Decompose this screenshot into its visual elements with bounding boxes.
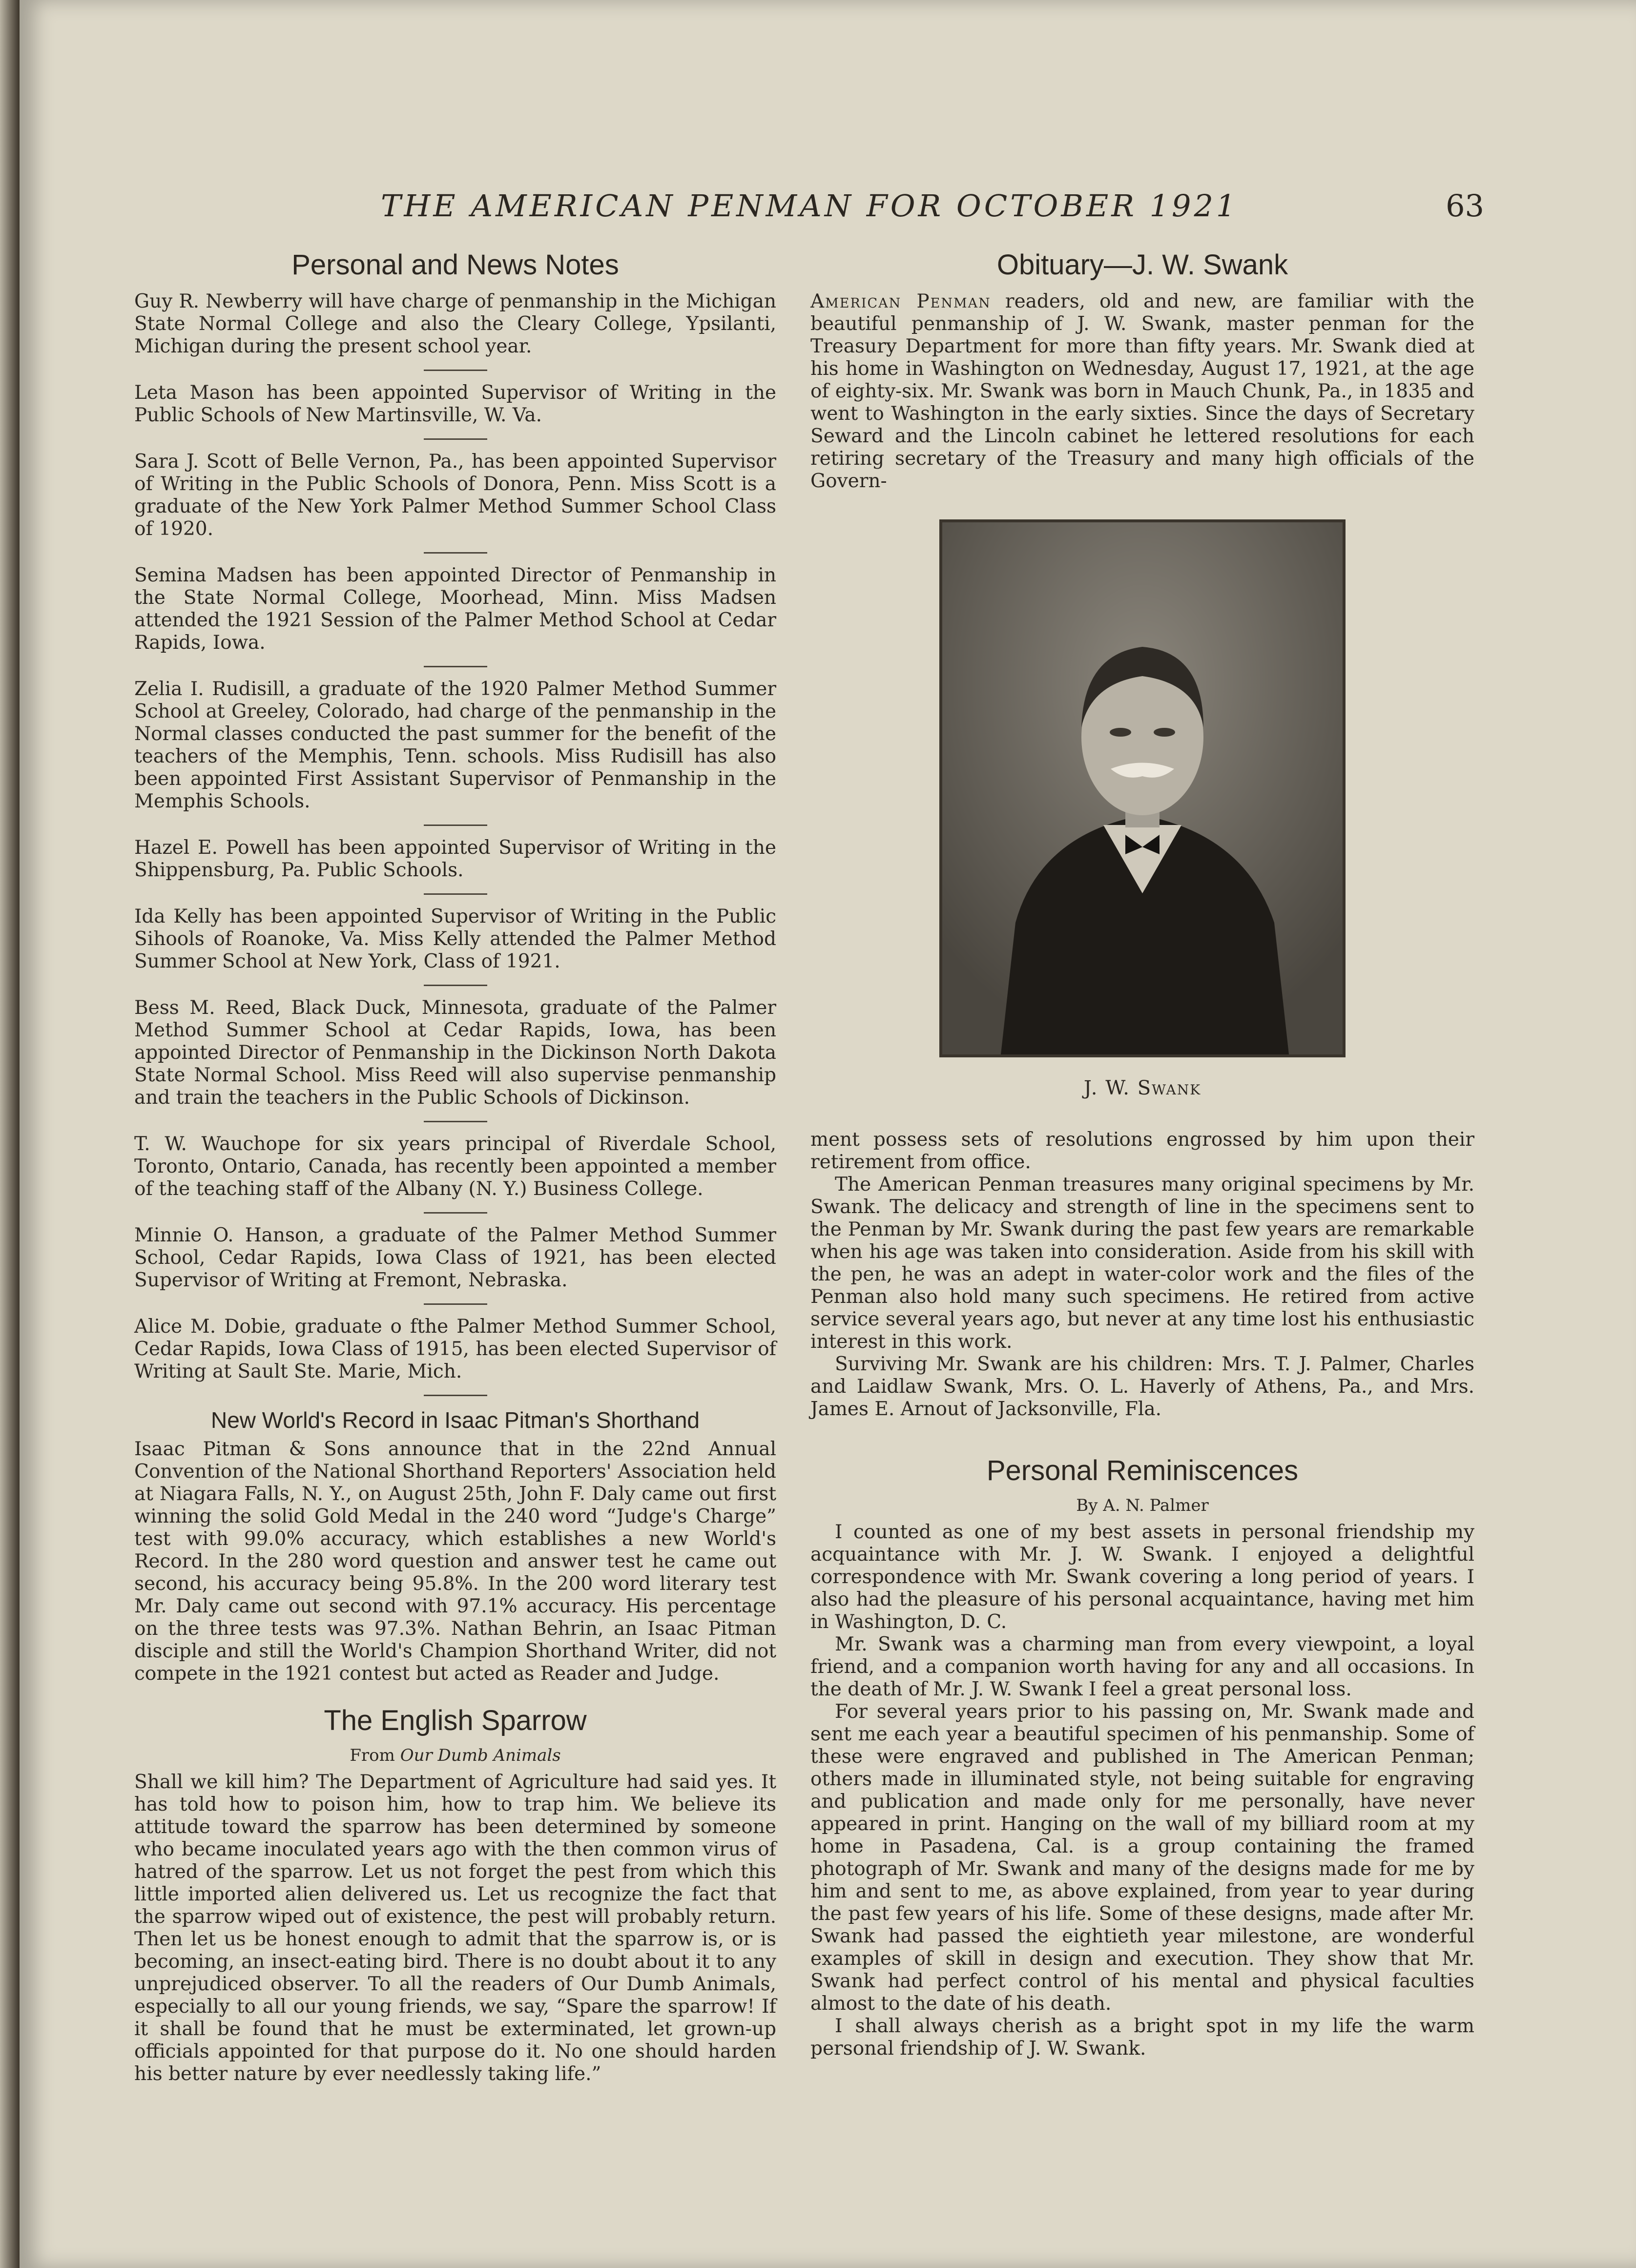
obituary-paragraph: Surviving Mr. Swank are his children: Mrs. T. J. Palmer, Charles and Laidlaw Swank, Mrs. O. L. Haverly of Athens, Pa., and Mrs. James E. Arnout of Jacksonville, Fla. — [810, 1353, 1474, 1420]
obituary-paragraph: ment possess sets of resolutions engrossed by him upon their retirement from office. — [810, 1128, 1474, 1173]
page-header — [176, 188, 1484, 227]
byline-source: Our Dumb Animals — [400, 1746, 561, 1766]
divider — [424, 893, 487, 895]
divider — [424, 1303, 487, 1305]
obituary-paragraph: The American Penman treasures many original specimens by Mr. Swank. The delicacy and strength of line in the specimens sent to the Penman by Mr. Swank during the past few years are remarkable when his age was taken into consideration. Aside from his skill with the pen, he was an adept in water-color work and the files of the Penman also hold many such specimens. He retired from active service several years ago, but never at any time lost his enthusiastic interest in this work. — [810, 1173, 1474, 1353]
section-title-english-sparrow: The English Sparrow — [324, 1704, 587, 1736]
news-note: Semina Madsen has been appointed Director of Penmanship in the State Normal College, Moorhead, Minn. Miss Madsen attended the 1921 Session of the Palmer Method School at Cedar Rapids, Iowa. — [134, 564, 776, 654]
caption-text: J. W. Swank — [1083, 1076, 1201, 1099]
sparrow-article-body: Shall we kill him? The Department of Agriculture had said yes. It has told how to poison him, how to trap him. We believe its attitude toward the sparrow has been determined by someone who became inoculated years ago with the then common virus of hatred of the sparrow. Let us not forget the pest from which this little imported alien delivered us. Let us recognize the fact that the sparrow wiped out of existence, the pest will probably return. Then let us be honest enough to admit that the sparrow is, or is becoming, an insect-eating bird. There is no doubt about it to any unprejudiced observer. To all the readers of Our Dumb Animals, especially to all our young friends, we say, “Spare the sparrow! If it shall be found that he must be exterminated, let grown-up officials appointed for that purpose do it. No one should harden his better nature by ever needlessly taking life.” — [134, 1771, 776, 2085]
news-note: Sara J. Scott of Belle Vernon, Pa., has been appointed Supervisor of Writing in the Public Schools of Donora, Penn. Miss Scott is a graduate of the New York Palmer Method Summer School Class of 1920. — [134, 450, 776, 540]
byline-prefix: From — [350, 1746, 395, 1766]
divider — [424, 438, 487, 440]
news-note: Leta Mason has been appointed Supervisor of Writing in the Public Schools of New Martinsville, W. Va. — [134, 381, 776, 426]
news-note: Minnie O. Hanson, a graduate of the Palmer Method Summer School, Cedar Rapids, Iowa Class of 1921, has been elected Supervisor of Writing at Fremont, Nebraska. — [134, 1224, 776, 1291]
divider — [424, 1121, 487, 1122]
news-note: Ida Kelly has been appointed Supervisor of Writing in the Public Sihools of Roanoke, Va. Miss Kelly attended the Palmer Method Summer School at New York, Class of 1921. — [134, 905, 776, 972]
page-number: 63 — [1446, 188, 1484, 224]
obituary-paragraph — [810, 290, 1474, 493]
news-note: Alice M. Dobie, graduate o fthe Palmer Method Summer School, Cedar Rapids, Iowa Class of 1915, has been elected Supervisor of Writing at Sault Ste. Marie, Mich. — [134, 1315, 776, 1382]
news-note: Hazel E. Powell has been appointed Supervisor of Writing in the Shippensburg, Pa. Public Schools. — [134, 836, 776, 881]
portrait-photo — [939, 519, 1346, 1057]
reminiscence-paragraph: Mr. Swank was a charming man from every viewpoint, a loyal friend, and a companion worth having for any and all occasions. In the death of Mr. J. W. Swank I feel a great personal loss. — [810, 1633, 1474, 1701]
sparrow-byline — [134, 1746, 776, 1765]
news-note: Zelia I. Rudisill, a graduate of the 1920 Palmer Method Summer School at Greeley, Colorado, had charge of the penmanship in the Normal classes conducted the past summer for the benefit of the teachers of the Memphis, Tenn. schools. Miss Rudisill has also been appointed First Assistant Supervisor of Penmanship in the Memphis Schools. — [134, 678, 776, 812]
obituary-lead: American Penman — [810, 290, 991, 312]
divider — [424, 985, 487, 986]
book-gutter — [0, 0, 20, 2268]
divider — [424, 370, 487, 371]
reminiscence-paragraph: I shall always cherish as a bright spot in my life the warm personal friendship of J. W. Swank. — [810, 2015, 1474, 2060]
news-note: T. W. Wauchope for six years principal of Riverdale School, Toronto, Ontario, Canada, has recently been appointed a member of the teaching staff of the Albany (N. Y.) Business College. — [134, 1133, 776, 1200]
news-note: Guy R. Newberry will have charge of penmanship in the Michigan State Normal College and also the Cleary College, Ypsilanti, Michigan during the present school year. — [134, 290, 776, 357]
reminiscence-paragraph: I counted as one of my best assets in personal friendship my acquaintance with Mr. J. W. Swank. I enjoyed a delightful correspondence with Mr. Swank covering a long period of years. I also had the pleasure of his personal acquaintance, having met him in Washington, D. C. — [810, 1521, 1474, 1633]
photo-caption — [810, 1077, 1474, 1099]
reminiscences-byline: By A. N. Palmer — [1076, 1496, 1209, 1516]
section-title-obituary: Obituary—J. W. Swank — [996, 249, 1288, 281]
obituary-text: readers, old and new, are familiar with the beautiful penmanship of J. W. Swank, master penman for the Treasury Department for more than fifty years. Mr. Swank died at his home in Washington on Wednesday, August 17, 1921, at the age of eighty-six. Mr. Swank was born in Mauch Chunk, Pa., in 1835 and went to Washington in the early sixties. Since the days of Secretary Seward and the Lincoln cabinet he lettered resolutions for each retiring secretary of the Treasury and many high officials of the Govern- — [810, 290, 1474, 492]
shorthand-article-body: Isaac Pitman & Sons announce that in the 22nd Annual Convention of the National Shorthand Reporters' Association held at Niagara Falls, N. Y., on August 25th, John F. Daly came out first winning the solid Gold Medal in the 240 word “Judge's Charge” test with 99.0% accuracy, which establishes a new World's Record. In the 280 word question and answer test he came out second, his accuracy being 95.8%. In the 200 word literary test Mr. Daly came out second with 97.1% accuracy. His percentage on the three tests was 97.3%. Nathan Behrin, an Isaac Pitman disciple and still the World's Champion Shorthand Writer, did not compete in the 1921 contest but acted as Reader and Judge. — [134, 1438, 776, 1685]
divider — [424, 552, 487, 554]
left-column — [134, 249, 776, 2085]
section-title-shorthand-record: New World's Record in Isaac Pitman's Shorthand — [210, 1407, 700, 1433]
portrait-image — [942, 522, 1343, 1054]
divider — [424, 1395, 487, 1396]
magazine-page — [20, 0, 1636, 2268]
news-note: Bess M. Reed, Black Duck, Minnesota, graduate of the Palmer Method Summer School at Cedar Rapids, Iowa, has been appointed Director of Penmanship in the Dickinson North Dakota State Normal School. Miss Reed will also supervise penmanship and train the teachers in the Public Schools of Dickinson. — [134, 996, 776, 1109]
divider — [424, 825, 487, 826]
divider — [424, 666, 487, 667]
right-column — [810, 249, 1474, 2060]
running-title: THE AMERICAN PENMAN FOR OCTOBER 1921 — [381, 188, 1239, 224]
divider — [424, 1212, 487, 1214]
section-title-reminiscences: Personal Reminiscences — [986, 1454, 1299, 1486]
section-title-personal-news: Personal and News Notes — [291, 249, 619, 281]
reminiscence-paragraph: For several years prior to his passing on, Mr. Swank made and sent me each year a beautiful specimen of his penmanship. Some of these were engraved and published in The American Penman; others made in illuminated style, not being suitable for engraving and publication and made only for me personally, have never appeared in print. Hanging on the wall of my billiard room at my home in Pasadena, Cal. is a group containing the framed photograph of Mr. Swank and many of the designs made for me by him and sent to me, as above explained, from year to year during the past few years of his life. Some of these designs, made after Mr. Swank had passed the eightieth year milestone, are wonderful examples of skill in design and execution. They show that Mr. Swank had perfect control of his mental and physical faculties almost to the date of his death. — [810, 1701, 1474, 2015]
